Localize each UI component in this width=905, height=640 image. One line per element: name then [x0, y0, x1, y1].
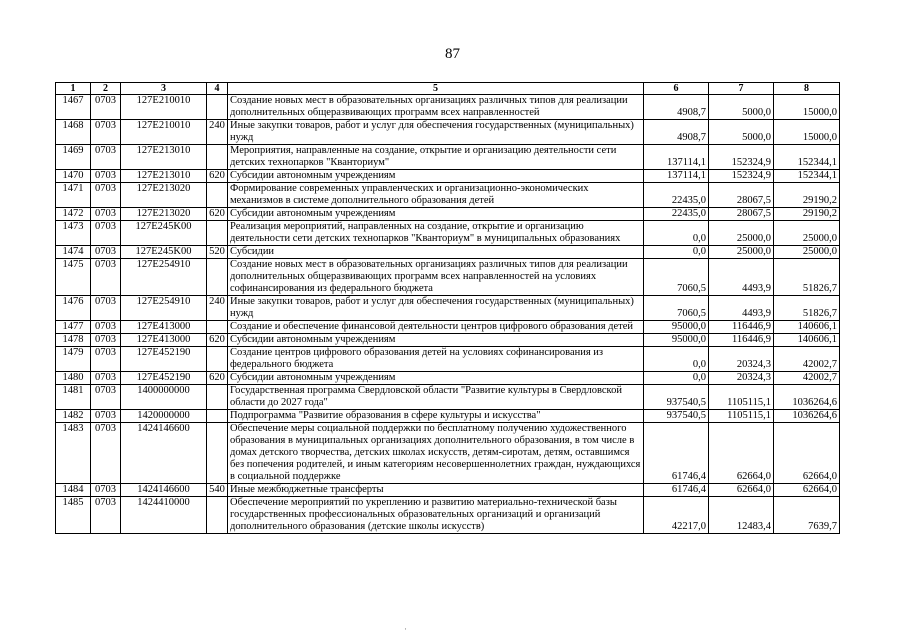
amount-col6-cell: 7060,5 [644, 296, 709, 321]
table-row [56, 170, 840, 183]
column-header: 3 [121, 83, 207, 95]
amount-col6-cell: 937540,5 [644, 410, 709, 423]
column-header: 1 [56, 83, 91, 95]
table-row [56, 246, 840, 259]
section-code-cell: 0703 [91, 170, 121, 183]
target-article-cell: 127E254910 [121, 296, 207, 321]
item-name-cell: Субсидии автономным учреждениям [228, 334, 644, 347]
page-number: 87 [445, 46, 460, 62]
amount-col8-cell: 15000,0 [774, 120, 840, 145]
budget-table [55, 82, 840, 534]
row-number-cell: 1484 [56, 484, 91, 497]
table-row [56, 183, 840, 208]
table-row [56, 221, 840, 246]
target-article-cell: 127E245K00 [121, 221, 207, 246]
amount-col8-cell: 25000,0 [774, 221, 840, 246]
item-name-cell: Иные закупки товаров, работ и услуг для обеспечения государственных (муниципальных) нужд [228, 120, 644, 145]
section-code-cell: 0703 [91, 385, 121, 410]
table-row [56, 208, 840, 221]
amount-col6-cell: 4908,7 [644, 120, 709, 145]
amount-col8-cell: 1036264,6 [774, 385, 840, 410]
item-name-cell: Обеспечение меры социальной поддержки по бесплатному получению художественного образования в муниципальных организациях дополнительного образования, в том числе в домах детского творчества, детских школах искусств, детям-сиротам, детям, оставшимся без попечения родителей, и иным категориям несовершеннолетних граждан, нуждающихся в социальной поддержке [228, 423, 644, 484]
table-body [56, 95, 840, 534]
amount-col8-cell: 140606,1 [774, 321, 840, 334]
expense-type-cell [207, 321, 228, 334]
amount-col7-cell: 25000,0 [709, 221, 774, 246]
amount-col6-cell: 22435,0 [644, 208, 709, 221]
column-header: 8 [774, 83, 840, 95]
amount-col6-cell: 137114,1 [644, 145, 709, 170]
expense-type-cell: 240 [207, 120, 228, 145]
expense-type-cell: 620 [207, 170, 228, 183]
amount-col6-cell: 0,0 [644, 347, 709, 372]
table-row [56, 484, 840, 497]
table-row [56, 423, 840, 484]
amount-col6-cell: 0,0 [644, 246, 709, 259]
item-name-cell: Мероприятия, направленные на создание, открытие и организацию деятельности сети детских технопарков "Кванториум" [228, 145, 644, 170]
target-article-cell: 127E452190 [121, 372, 207, 385]
amount-col7-cell: 62664,0 [709, 484, 774, 497]
amount-col7-cell: 20324,3 [709, 372, 774, 385]
amount-col8-cell: 15000,0 [774, 95, 840, 120]
row-number-cell: 1477 [56, 321, 91, 334]
target-article-cell: 127E413000 [121, 334, 207, 347]
section-code-cell: 0703 [91, 484, 121, 497]
expense-type-cell: 540 [207, 484, 228, 497]
section-code-cell: 0703 [91, 321, 121, 334]
amount-col8-cell: 7639,7 [774, 497, 840, 534]
target-article-cell: 1420000000 [121, 410, 207, 423]
table-row [56, 372, 840, 385]
item-name-cell: Субсидии автономным учреждениям [228, 170, 644, 183]
amount-col8-cell: 1036264,6 [774, 410, 840, 423]
amount-col8-cell: 42002,7 [774, 372, 840, 385]
row-number-cell: 1483 [56, 423, 91, 484]
target-article-cell: 127E245K00 [121, 246, 207, 259]
item-name-cell: Иные межбюджетные трансферты [228, 484, 644, 497]
row-number-cell: 1475 [56, 259, 91, 296]
expense-type-cell [207, 423, 228, 484]
amount-col6-cell: 7060,5 [644, 259, 709, 296]
row-number-cell: 1485 [56, 497, 91, 534]
row-number-cell: 1469 [56, 145, 91, 170]
amount-col7-cell: 28067,5 [709, 183, 774, 208]
target-article-cell: 127E213010 [121, 145, 207, 170]
expense-type-cell: 520 [207, 246, 228, 259]
amount-col7-cell: 4493,9 [709, 296, 774, 321]
section-code-cell: 0703 [91, 95, 121, 120]
item-name-cell: Создание новых мест в образовательных организациях различных типов для реализации дополнительных общеразвивающих программ всех направленностей [228, 95, 644, 120]
section-code-cell: 0703 [91, 497, 121, 534]
target-article-cell: 127E210010 [121, 120, 207, 145]
section-code-cell: 0703 [91, 145, 121, 170]
row-number-cell: 1478 [56, 334, 91, 347]
table-row [56, 296, 840, 321]
target-article-cell: 127E213020 [121, 183, 207, 208]
section-code-cell: 0703 [91, 259, 121, 296]
row-number-cell: 1473 [56, 221, 91, 246]
amount-col6-cell: 95000,0 [644, 321, 709, 334]
amount-col6-cell: 137114,1 [644, 170, 709, 183]
column-header: 5 [228, 83, 644, 95]
section-code-cell: 0703 [91, 372, 121, 385]
amount-col6-cell: 4908,7 [644, 95, 709, 120]
amount-col8-cell: 62664,0 [774, 484, 840, 497]
row-number-cell: 1467 [56, 95, 91, 120]
amount-col6-cell: 95000,0 [644, 334, 709, 347]
item-name-cell: Субсидии автономным учреждениям [228, 372, 644, 385]
expense-type-cell: 620 [207, 208, 228, 221]
section-code-cell: 0703 [91, 120, 121, 145]
table-row [56, 145, 840, 170]
section-code-cell: 0703 [91, 410, 121, 423]
amount-col8-cell: 62664,0 [774, 423, 840, 484]
section-code-cell: 0703 [91, 221, 121, 246]
scan-mark: · [404, 624, 407, 634]
amount-col7-cell: 62664,0 [709, 423, 774, 484]
amount-col6-cell: 61746,4 [644, 423, 709, 484]
target-article-cell: 1424146600 [121, 484, 207, 497]
item-name-cell: Обеспечение мероприятий по укреплению и развитию материально-технической базы государственных профессиональных образовательных организаций и организаций дополнительного образования (детские школы искусств) [228, 497, 644, 534]
target-article-cell: 1424410000 [121, 497, 207, 534]
row-number-cell: 1470 [56, 170, 91, 183]
row-number-cell: 1482 [56, 410, 91, 423]
amount-col8-cell: 29190,2 [774, 208, 840, 221]
amount-col7-cell: 20324,3 [709, 347, 774, 372]
item-name-cell: Создание и обеспечение финансовой деятельности центров цифрового образования детей [228, 321, 644, 334]
amount-col8-cell: 51826,7 [774, 259, 840, 296]
target-article-cell: 127E213020 [121, 208, 207, 221]
amount-col7-cell: 152324,9 [709, 145, 774, 170]
amount-col6-cell: 42217,0 [644, 497, 709, 534]
amount-col6-cell: 61746,4 [644, 484, 709, 497]
row-number-cell: 1468 [56, 120, 91, 145]
target-article-cell: 127E254910 [121, 259, 207, 296]
amount-col7-cell: 25000,0 [709, 246, 774, 259]
expense-type-cell [207, 410, 228, 423]
amount-col6-cell: 22435,0 [644, 183, 709, 208]
table-row [56, 321, 840, 334]
target-article-cell: 127E210010 [121, 95, 207, 120]
row-number-cell: 1471 [56, 183, 91, 208]
item-name-cell: Иные закупки товаров, работ и услуг для обеспечения государственных (муниципальных) нужд [228, 296, 644, 321]
amount-col6-cell: 0,0 [644, 221, 709, 246]
amount-col7-cell: 28067,5 [709, 208, 774, 221]
amount-col7-cell: 1105115,1 [709, 410, 774, 423]
section-code-cell: 0703 [91, 347, 121, 372]
amount-col7-cell: 5000,0 [709, 120, 774, 145]
column-header: 7 [709, 83, 774, 95]
table-row [56, 385, 840, 410]
table-row [56, 120, 840, 145]
table-row [56, 347, 840, 372]
row-number-cell: 1480 [56, 372, 91, 385]
expense-type-cell [207, 145, 228, 170]
amount-col8-cell: 29190,2 [774, 183, 840, 208]
expense-type-cell [207, 385, 228, 410]
expense-type-cell [207, 221, 228, 246]
section-code-cell: 0703 [91, 334, 121, 347]
item-name-cell: Субсидии [228, 246, 644, 259]
row-number-cell: 1479 [56, 347, 91, 372]
table-row [56, 410, 840, 423]
target-article-cell: 127E413000 [121, 321, 207, 334]
amount-col8-cell: 42002,7 [774, 347, 840, 372]
column-header: 2 [91, 83, 121, 95]
amount-col6-cell: 0,0 [644, 372, 709, 385]
table-row [56, 95, 840, 120]
item-name-cell: Создание центров цифрового образования детей на условиях софинансирования из федерального бюджета [228, 347, 644, 372]
section-code-cell: 0703 [91, 208, 121, 221]
amount-col8-cell: 152344,1 [774, 145, 840, 170]
expense-type-cell: 620 [207, 334, 228, 347]
amount-col7-cell: 1105115,1 [709, 385, 774, 410]
column-header: 4 [207, 83, 228, 95]
target-article-cell: 1424146600 [121, 423, 207, 484]
expense-type-cell: 620 [207, 372, 228, 385]
column-header: 6 [644, 83, 709, 95]
expense-type-cell [207, 347, 228, 372]
row-number-cell: 1472 [56, 208, 91, 221]
item-name-cell: Субсидии автономным учреждениям [228, 208, 644, 221]
target-article-cell: 127E213010 [121, 170, 207, 183]
amount-col8-cell: 51826,7 [774, 296, 840, 321]
amount-col8-cell: 25000,0 [774, 246, 840, 259]
item-name-cell: Подпрограмма "Развитие образования в сфере культуры и искусства" [228, 410, 644, 423]
amount-col7-cell: 5000,0 [709, 95, 774, 120]
target-article-cell: 127E452190 [121, 347, 207, 372]
table-row [56, 334, 840, 347]
amount-col8-cell: 152344,1 [774, 170, 840, 183]
section-code-cell: 0703 [91, 296, 121, 321]
expense-type-cell [207, 95, 228, 120]
expense-type-cell [207, 259, 228, 296]
amount-col7-cell: 152324,9 [709, 170, 774, 183]
amount-col7-cell: 4493,9 [709, 259, 774, 296]
section-code-cell: 0703 [91, 246, 121, 259]
table-row [56, 259, 840, 296]
amount-col7-cell: 116446,9 [709, 334, 774, 347]
amount-col6-cell: 937540,5 [644, 385, 709, 410]
item-name-cell: Реализация мероприятий, направленных на создание, открытие и организацию деятельности сети детских технопарков "Кванториум" в муниципальных образованиях [228, 221, 644, 246]
section-code-cell: 0703 [91, 423, 121, 484]
expense-type-cell [207, 497, 228, 534]
table-row [56, 497, 840, 534]
row-number-cell: 1476 [56, 296, 91, 321]
amount-col7-cell: 12483,4 [709, 497, 774, 534]
item-name-cell: Создание новых мест в образовательных организациях различных типов для реализации дополнительных общеразвивающих программ всех направленностей на условиях софинансирования из федерального бюджета [228, 259, 644, 296]
amount-col8-cell: 140606,1 [774, 334, 840, 347]
row-number-cell: 1481 [56, 385, 91, 410]
target-article-cell: 1400000000 [121, 385, 207, 410]
item-name-cell: Государственная программа Свердловской области "Развитие культуры в Свердловской области до 2027 года" [228, 385, 644, 410]
row-number-cell: 1474 [56, 246, 91, 259]
expense-type-cell: 240 [207, 296, 228, 321]
amount-col7-cell: 116446,9 [709, 321, 774, 334]
item-name-cell: Формирование современных управленческих и организационно-экономических механизмов в системе дополнительного образования детей [228, 183, 644, 208]
section-code-cell: 0703 [91, 183, 121, 208]
table-header-row [56, 83, 840, 95]
expense-type-cell [207, 183, 228, 208]
